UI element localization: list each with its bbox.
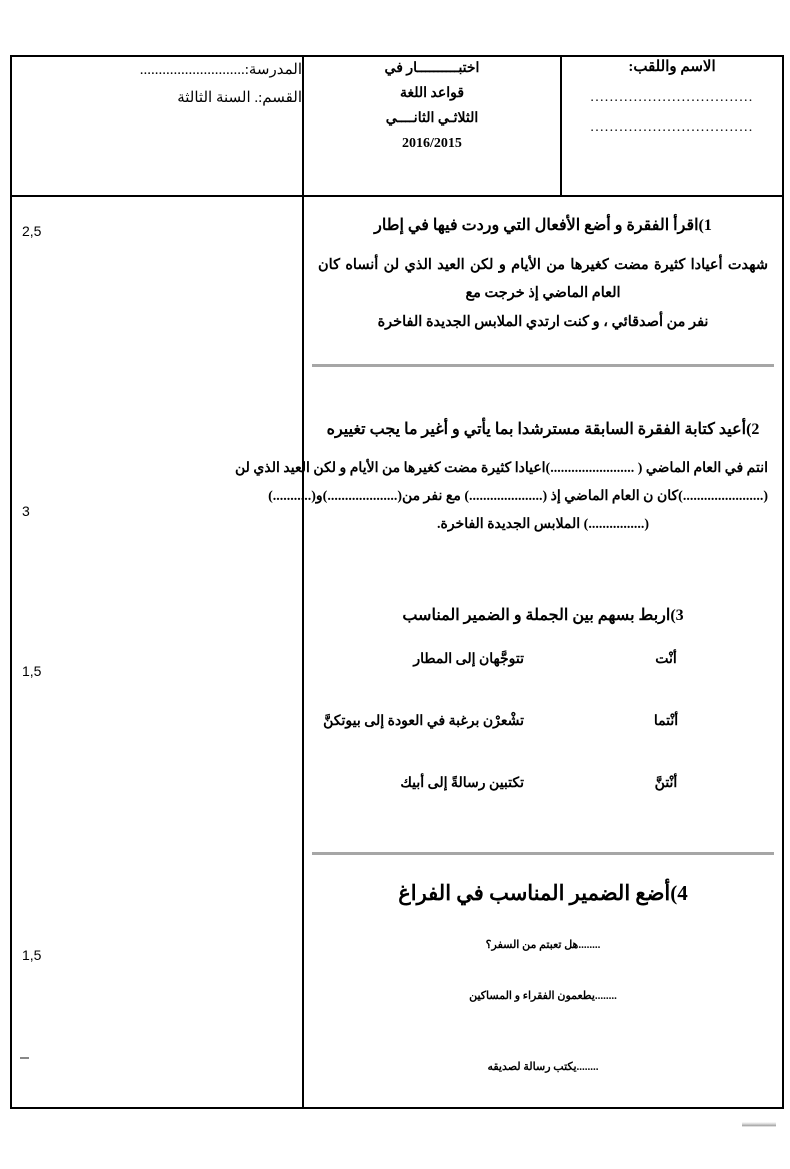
pronoun-3[interactable]: أنْتنَّ [654, 776, 678, 791]
school-cell [11, 56, 303, 196]
pronoun-2[interactable]: أنْتما [653, 714, 679, 729]
divider-1 [312, 364, 774, 367]
exercise-2-line-3: (................) الملابس الجديدة الفاخرة. [436, 517, 649, 532]
exercise-2-title: 2)أعيد كتابة الفقرة السابقة مسترشدا بما يأتي و أغير ما يجب تغييره [326, 421, 760, 438]
scan-artifact-smudge [742, 1122, 776, 1127]
name-label: الاسم واللقب: [628, 59, 716, 75]
name-cell [561, 56, 783, 196]
blank-item-3[interactable]: ........يكتب رسالة لصديقه [487, 1061, 599, 1073]
blank-item-2[interactable]: ........يطعمون الفقراء و المساكين [469, 990, 617, 1002]
exercise-1-paragraph-line-2: نفر من أصدقائي ، و كنت ارتدي الملابس الجديدة الفاخرة [377, 313, 709, 330]
exam-term-line: الثلاثـي الثانــــي [385, 110, 479, 126]
exam-title-cell [303, 56, 561, 196]
questions-cell [234, 196, 783, 1108]
name-dotted-line-2: .................................. [590, 120, 754, 135]
exercise-1-paragraph-line-1: شهدت أعيادا كثيرة مضت كغيرها من الأيام و لكن العيد الذي لن أنساه كان العام الماضي إذ خرجت مع [318, 257, 768, 302]
body-row [11, 196, 783, 1108]
sentence-3[interactable]: تكتبين رسالةً إلى أبيك [400, 776, 524, 791]
mark-exercise-4: 1,5 [22, 947, 42, 963]
exam-subject-line: قواعد اللغة [399, 85, 465, 101]
exercise-4 [304, 881, 782, 1073]
mark-exercise-3: 1,5 [22, 663, 42, 679]
header-row [11, 56, 783, 196]
exercise-4-title: 4)أضع الضمير المناسب في الفراغ [398, 881, 688, 905]
exam-year-line: 2016/2015 [402, 135, 462, 151]
pronoun-1[interactable]: أنْت [655, 652, 677, 667]
sentence-2[interactable]: تشْعرْن برغبة في العودة إلى بيوتكنَّ [323, 714, 524, 729]
exercise-1-title: 1)اقرأ الفقرة و أضع الأفعال التي وردت فيها في إطار [374, 217, 712, 234]
divider-2 [312, 852, 774, 855]
matching-row[interactable] [304, 775, 782, 837]
blank-item-1[interactable]: ........هل تعبتم من السفر؟ [485, 939, 601, 951]
exercise-3 [304, 605, 782, 837]
exercise-2-body [234, 455, 782, 539]
mark-exercise-1: 2,5 [22, 223, 42, 239]
name-dotted-line-1: .................................. [590, 90, 754, 105]
marks-cell [11, 196, 303, 1108]
school-label: المدرسة:............................ [139, 62, 302, 78]
matching-row[interactable] [304, 651, 782, 713]
exercise-2 [234, 419, 782, 539]
mark-exercise-2: 3 [22, 503, 30, 519]
exam-table [10, 55, 784, 1109]
exercise-1 [304, 215, 782, 336]
matching-row[interactable] [304, 713, 782, 775]
class-label: القسم:. السنة الثالثة [177, 89, 302, 106]
blanks-list [304, 938, 782, 1073]
matching-list [304, 651, 782, 837]
exam-title-line-1: اختبــــــــــار في [384, 61, 480, 76]
exercise-2-line-2: (.......................)كان ن العام الماضي إذ (.....................) مع نفر من(....................)و(...........) [268, 489, 768, 504]
exercise-2-line-1: انتم في العام الماضي ( ........................)اعيادا كثيرة مضت كغيرها من الأيام و لكن العيد الذي لن [234, 461, 768, 476]
sentence-1[interactable]: تتوجَّهان إلى المطار [413, 652, 524, 667]
scan-artifact-dash [20, 1057, 29, 1059]
exercise-3-title: 3)اربط بسهم بين الجملة و الضمير المناسب [402, 607, 684, 624]
